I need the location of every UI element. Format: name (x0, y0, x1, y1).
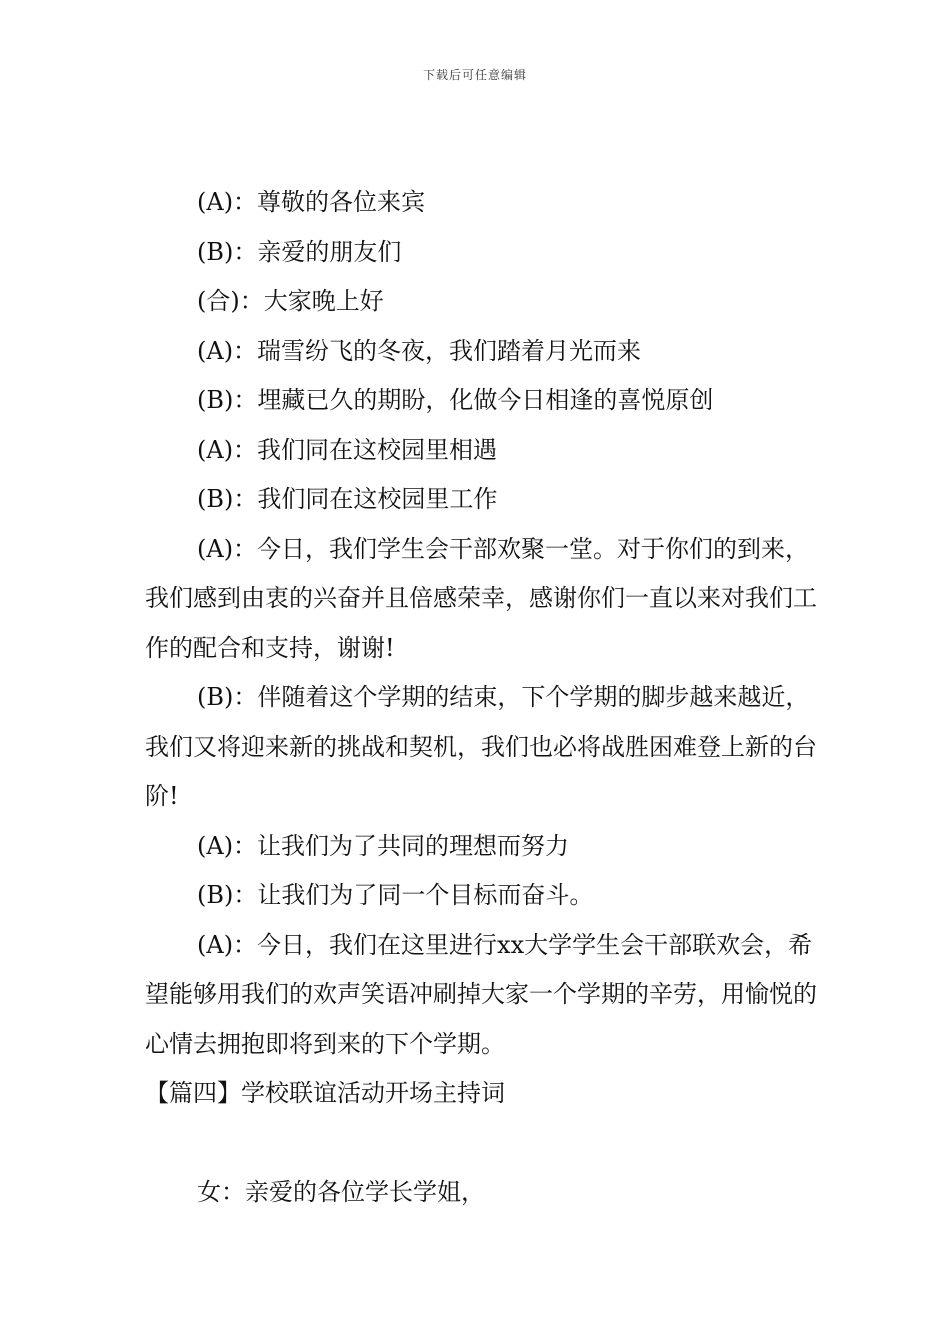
paragraph-2: (B)：亲爱的朋友们 (197, 237, 402, 266)
paragraph-4: (A)：瑞雪纷飞的冬夜，我们踏着月光而来 (197, 336, 642, 365)
paragraph-6: (A)：我们同在这校园里相遇 (197, 435, 498, 464)
paragraph-8: (A)：今日，我们学生会干部欢聚一堂。对于你们的到来，我们感到由衷的兴奋并且倍感荣幸，感谢你们一直以来对我们工作的配合和支持，谢谢! (145, 534, 817, 662)
document-body (145, 178, 825, 1217)
paragraph-10: (A)：让我们为了共同的理想而努力 (197, 831, 570, 860)
paragraph-5: (B)：埋藏已久的期盼，化做今日相逢的喜悦原创 (197, 386, 714, 414)
paragraph-12: (A)：今日，我们在这里进行xx大学学生会干部联欢会，希望能够用我们的欢声笑语冲刷掉大家一个学期的辛劳，用愉悦的心情去拥抱即将到来的下个学期。 (145, 930, 817, 1058)
paragraph-9: (B)：伴随着这个学期的结束，下个学期的脚步越来越近，我们又将迎来新的挑战和契机，我们也必将战胜困难登上新的台阶! (145, 683, 817, 810)
paragraph-13: 女：亲爱的各位学长学姐， (197, 1177, 485, 1206)
paragraph-3: (合)：大家晚上好 (197, 287, 384, 315)
blank-line (145, 1119, 825, 1168)
paragraph-1: (A)：尊敬的各位来宾 (197, 188, 426, 216)
paragraph-7: (B)：我们同在这校园里工作 (197, 485, 498, 513)
page-header: 下载后可任意编辑 (422, 68, 527, 82)
section-heading: 【篇四】学校联谊活动开场主持词 (145, 1079, 505, 1107)
paragraph-11: (B)：让我们为了同一个目标而奋斗。 (197, 881, 594, 909)
